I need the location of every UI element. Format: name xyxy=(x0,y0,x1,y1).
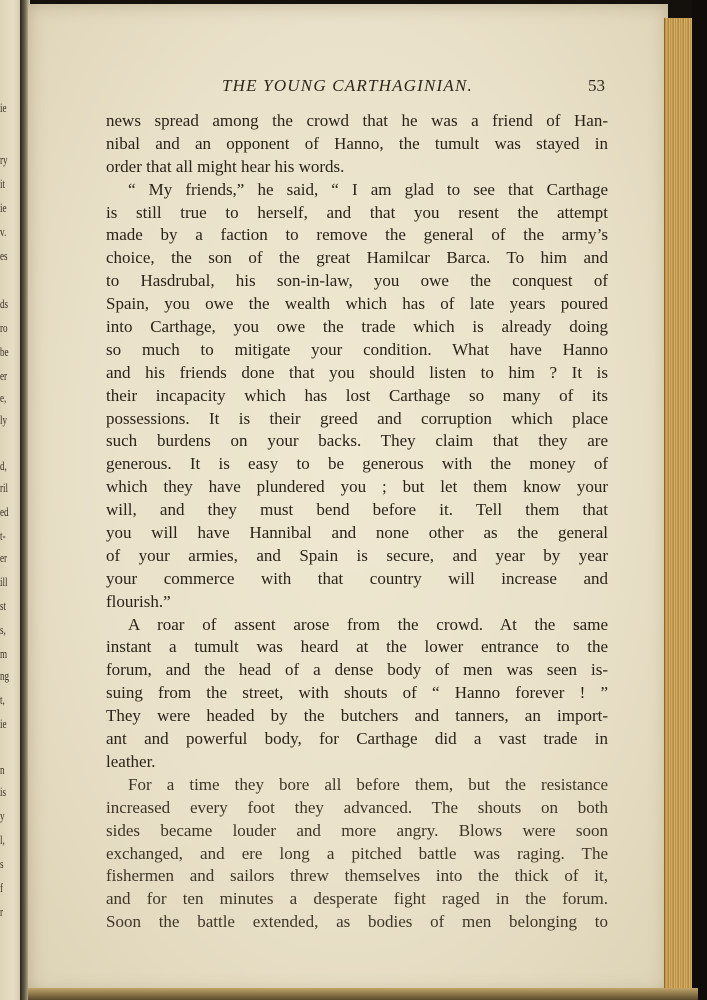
page-bottom-edge xyxy=(28,988,698,1000)
facing-page-fragment: er xyxy=(0,550,8,565)
facing-page-fragment: es xyxy=(0,248,8,263)
text-line: their incapacity which has lost Carthage so many of its xyxy=(106,385,608,405)
text-line: ant and powerful body, for Carthage did a vast trade in xyxy=(106,729,608,749)
facing-page-fragment: s xyxy=(0,856,4,871)
facing-page-fragment: ie xyxy=(0,716,7,731)
facing-page-fragment: ly xyxy=(0,412,8,427)
text-line: of your armies, and Spain is secure, and year by year xyxy=(106,545,608,565)
page-number: 53 xyxy=(588,76,605,95)
text-line: suing from the street, with shouts of “ Hanno forever ! ” xyxy=(106,683,608,703)
facing-page-fragment: n xyxy=(0,762,5,777)
facing-page-fragment: t- xyxy=(0,528,6,543)
facing-page-fragment: is xyxy=(0,784,7,799)
text-line: choice, the son of the great Hamilcar Barca. To him and xyxy=(106,248,608,268)
facing-page-fragment: er xyxy=(0,368,8,383)
text-line: leather. xyxy=(106,751,156,771)
text-line: flourish.” xyxy=(106,591,171,611)
text-line: sides became louder and more angry. Blows were soon xyxy=(106,820,608,840)
facing-page-fragment: ry xyxy=(0,152,8,167)
text-line: fishermen and sailors threw themselves into the thick of it, xyxy=(106,866,608,886)
facing-page-fragment: ng xyxy=(0,668,10,683)
facing-page-fragment: d, xyxy=(0,458,7,473)
facing-page-edge xyxy=(0,0,22,1000)
body-text xyxy=(106,110,608,934)
text-line: news spread among the crowd that he was a friend of Han- xyxy=(106,111,608,130)
text-line: your commerce with that country will increase and xyxy=(106,568,608,588)
text-line: such burdens on your backs. They claim that they are xyxy=(106,431,608,451)
text-line: generous. It is easy to be generous with the money of xyxy=(106,454,608,474)
text-line: will, and they must bend before it. Tell them that xyxy=(106,500,608,520)
facing-page-fragment: y xyxy=(0,808,5,823)
facing-page-fragment: it xyxy=(0,176,6,191)
text-line: so much to mitigate your condition. What have Hanno xyxy=(106,339,608,359)
facing-page-fragment: ro xyxy=(0,320,8,335)
facing-page-fragment: v. xyxy=(0,224,7,239)
text-line: order that all might hear his words. xyxy=(106,156,345,176)
text-line: nibal and an opponent of Hanno, the tumult was stayed in xyxy=(106,133,608,153)
facing-page-fragment: s, xyxy=(0,622,6,637)
text-line: They were headed by the butchers and tanners, an import- xyxy=(106,706,608,726)
facing-page-fragment: ed xyxy=(0,504,9,519)
text-line: possessions. It is their greed and corruption which place xyxy=(106,408,608,428)
text-line: increased every foot they advanced. The shouts on both xyxy=(106,797,608,817)
running-head: THE YOUNG CARTHAGINIAN. xyxy=(222,76,473,95)
facing-page-fragment: ril xyxy=(0,480,9,495)
text-line: which they have plundered you ; but let them know your xyxy=(106,477,608,497)
text-line: and for ten minutes a desperate fight raged in the forum. xyxy=(106,889,608,909)
text-line: made by a faction to remove the general of the army’s xyxy=(106,225,608,245)
text-line: is still true to herself, and that you resent the attempt xyxy=(106,202,608,222)
facing-page-fragment: t, xyxy=(0,692,5,707)
text-line: exchanged, and ere long a pitched battle was raging. The xyxy=(106,843,608,863)
text-line: forum, and the head of a dense body of men was seen is- xyxy=(106,660,608,680)
facing-page-fragment: ill xyxy=(0,574,8,589)
text-line: “ My friends,” he said, “ I am glad to see that Carthage xyxy=(128,179,608,199)
text-line: and his friends done that you should listen to him ? It is xyxy=(106,362,608,382)
facing-page-fragment: r xyxy=(0,904,4,919)
facing-page-fragment: f xyxy=(0,880,4,895)
facing-page-fragment: l, xyxy=(0,832,5,847)
text-line: A roar of assent arose from the crowd. At the same xyxy=(128,614,608,634)
facing-page-fragment: m xyxy=(0,646,8,661)
facing-page-fragment: ie xyxy=(0,100,7,115)
text-line: Soon the battle extended, as bodies of men belonging to xyxy=(106,912,608,932)
page-edges xyxy=(664,18,695,990)
facing-page-fragment: e, xyxy=(0,390,7,405)
facing-page-fragment: be xyxy=(0,344,9,359)
text-line: into Carthage, you owe the trade which is already doing xyxy=(106,317,608,337)
text-line: For a time they bore all before them, but the resistance xyxy=(128,774,608,794)
text-line: instant a tumult was heard at the lower entrance to the xyxy=(106,637,608,657)
scan-border-right xyxy=(692,0,707,1000)
text-line: you will have Hannibal and none other as the general xyxy=(106,523,608,543)
text-line: to Hasdrubal, his son-in-law, you owe the conquest of xyxy=(106,271,608,291)
facing-page-fragment: ie xyxy=(0,200,7,215)
facing-page-fragment: ds xyxy=(0,296,9,311)
text-line: Spain, you owe the wealth which has of late years poured xyxy=(106,294,608,314)
facing-page-fragment: st xyxy=(0,598,7,613)
